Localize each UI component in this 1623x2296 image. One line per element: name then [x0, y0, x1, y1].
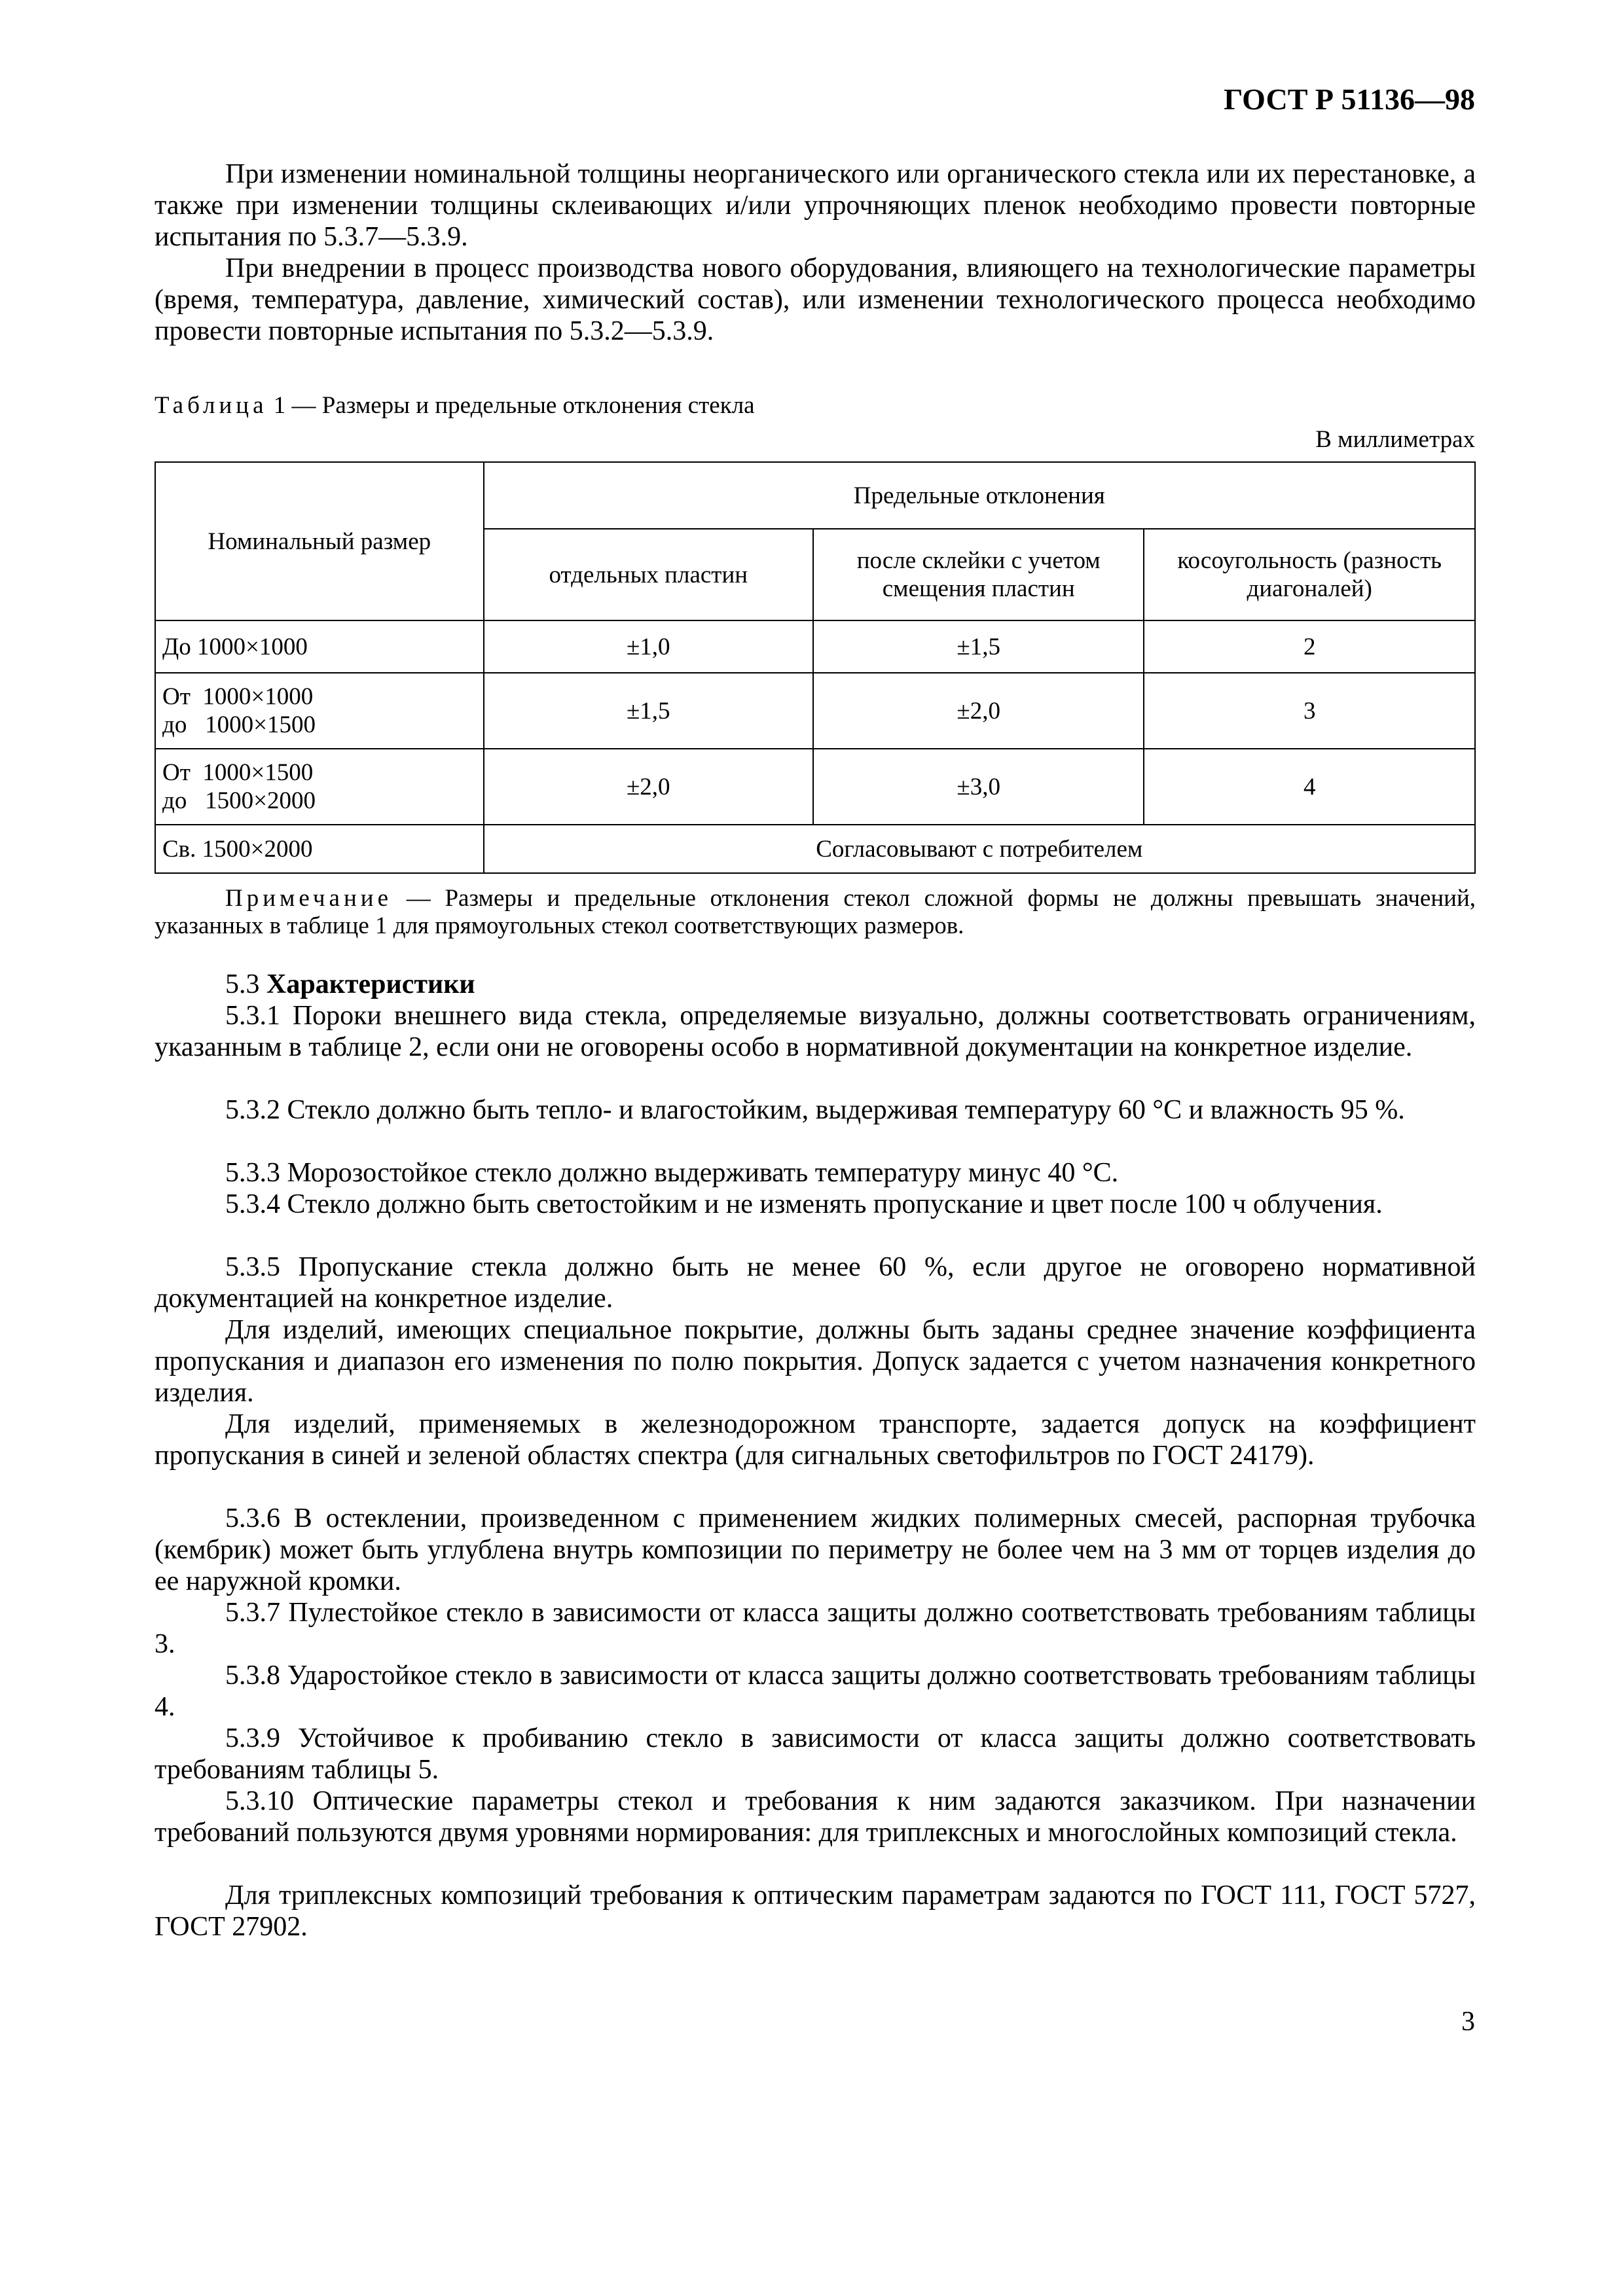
table-row [155, 673, 1475, 749]
section-heading [155, 969, 1476, 1000]
section-title: Характеристики [266, 969, 475, 999]
table-units: В миллиметрах [1315, 426, 1475, 453]
paragraph-5-3-5: 5.3.5 Пропускание стекла должно быть не менее 60 %, если другое не оговорено нормативной документацией на конкретное изделие. [155, 1252, 1476, 1314]
header-deviations-group: Предельные отклонения [484, 462, 1475, 529]
header-glued-plates: после склейки с учетом смещения пластин [813, 529, 1144, 620]
paragraph-5-3-2: 5.3.2 Стекло должно быть тепло- и влагостойким, выдерживая температуру 60 °С и влажность 95 %. [225, 1095, 1405, 1125]
size-tolerance-table [155, 461, 1476, 874]
header-nominal-size: Номинальный размер [155, 462, 484, 620]
cell-skew: 3 [1144, 673, 1475, 749]
cell-size: Св. 1500×2000 [155, 825, 484, 873]
paragraph-triplex: Для триплексных композиций требования к оптическим параметрам задаются по ГОСТ 111, ГОСТ 5727, ГОСТ 27902. [155, 1880, 1476, 1942]
page-number: 3 [1461, 2007, 1475, 2037]
cell-agreed-with-consumer: Согласовывают с потребителем [484, 825, 1475, 873]
cell-glued: ±2,0 [813, 673, 1144, 749]
cell-size-line-1: От 1000×1000 [162, 683, 314, 710]
paragraph-railway: Для изделий, применяемых в железнодорожном транспорте, задается допуск на коэффициент пропускания в синей и зеленой областях спектра (для сигнальных светофильтров по ГОСТ 24179). [155, 1409, 1476, 1471]
cell-skew: 4 [1144, 749, 1475, 825]
table-row [155, 620, 1475, 673]
table-note [155, 885, 1476, 940]
table-caption-label: Таблица [155, 392, 268, 419]
paragraph-5-3-6: 5.3.6 В остеклении, произведенном с применением жидких полимерных смесей, распорная трубочка (кембрик) может быть углублена внутрь композиции по периметру не более чем на 3 мм от торцев изделия до ее наружной кромки. [155, 1503, 1476, 1596]
cell-size: До 1000×1000 [155, 620, 484, 673]
intro-paragraph-2: При внедрении в процесс производства нового оборудования, влияющего на технологические параметры (время, температура, давление, химический состав), или изменении технологического процесса необходимо провести повторные испытания по 5.3.2—5.3.9. [155, 253, 1476, 346]
cell-size-line-1: От 1000×1500 [162, 759, 314, 786]
table-caption-title: 1 — Размеры и предельные отклонения стекла [267, 392, 755, 419]
cell-size-line-2: до 1000×1500 [162, 711, 316, 738]
intro-paragraph-1: При изменении номинальной толщины неорганического или органического стекла или их перестановке, а также при изменении толщины склеивающих и/или упрочняющих пленок необходимо провести повторные испытания по 5.3.7—5.3.9. [155, 159, 1476, 252]
table-row [155, 825, 1475, 873]
paragraph-5-3-10: 5.3.10 Оптические параметры стекол и требования к ним задаются заказчиком. При назначении требований пользуются двумя уровнями нормирования: для триплексных и многослойных композиций стекла. [155, 1786, 1476, 1848]
paragraph-5-3-7: 5.3.7 Пулестойкое стекло в зависимости от класса защиты должно соответствовать требованиям таблицы 3. [155, 1598, 1476, 1659]
table-caption [155, 391, 755, 420]
cell-size [155, 673, 484, 749]
document-id: ГОСТ Р 51136—98 [1224, 82, 1475, 116]
cell-glued: ±3,0 [813, 749, 1144, 825]
cell-glued: ±1,5 [813, 620, 1144, 673]
cell-size-line-2: до 1500×2000 [162, 787, 316, 814]
cell-skew: 2 [1144, 620, 1475, 673]
cell-single: ±1,0 [484, 620, 813, 673]
cell-single: ±1,5 [484, 673, 813, 749]
note-text: — Размеры и предельные отклонения стекол сложной формы не должны превышать значений, указанных в таблице 1 для прямоугольных стекол соответствующих размеров. [155, 885, 1476, 939]
paragraph-5-3-1: 5.3.1 Пороки внешнего вида стекла, определяемые визуально, должны соответствовать ограничениям, указанным в таблице 2, если они не оговорены особо в нормативной документации на конкретное изделие. [155, 1001, 1476, 1062]
table-row [155, 749, 1475, 825]
paragraph-5-3-3: 5.3.3 Морозостойкое стекло должно выдерживать температуру минус 40 °С. [225, 1158, 1119, 1188]
paragraph-5-3-9: 5.3.9 Устойчивое к пробиванию стекло в зависимости от класса защиты должно соответствовать требованиям таблицы 5. [155, 1723, 1476, 1785]
paragraph-5-3-4: 5.3.4 Стекло должно быть светостойким и не изменять пропускание и цвет после 100 ч облучения. [225, 1189, 1383, 1219]
header-skewness: косоугольность (разность диагоналей) [1144, 529, 1475, 620]
header-single-plates: отдельных пластин [484, 529, 813, 620]
cell-single: ±2,0 [484, 749, 813, 825]
cell-size [155, 749, 484, 825]
note-label: Примечание [225, 885, 392, 912]
paragraph-coating: Для изделий, имеющих специальное покрытие, должны быть заданы среднее значение коэффициента пропускания и диапазон его изменения по полю покрытия. Допуск задается с учетом назначения конкретного изделия. [155, 1315, 1476, 1408]
section-number: 5.3 [225, 969, 260, 999]
paragraph-5-3-8: 5.3.8 Ударостойкое стекло в зависимости от класса защиты должно соответствовать требованиям таблицы 4. [155, 1660, 1476, 1722]
